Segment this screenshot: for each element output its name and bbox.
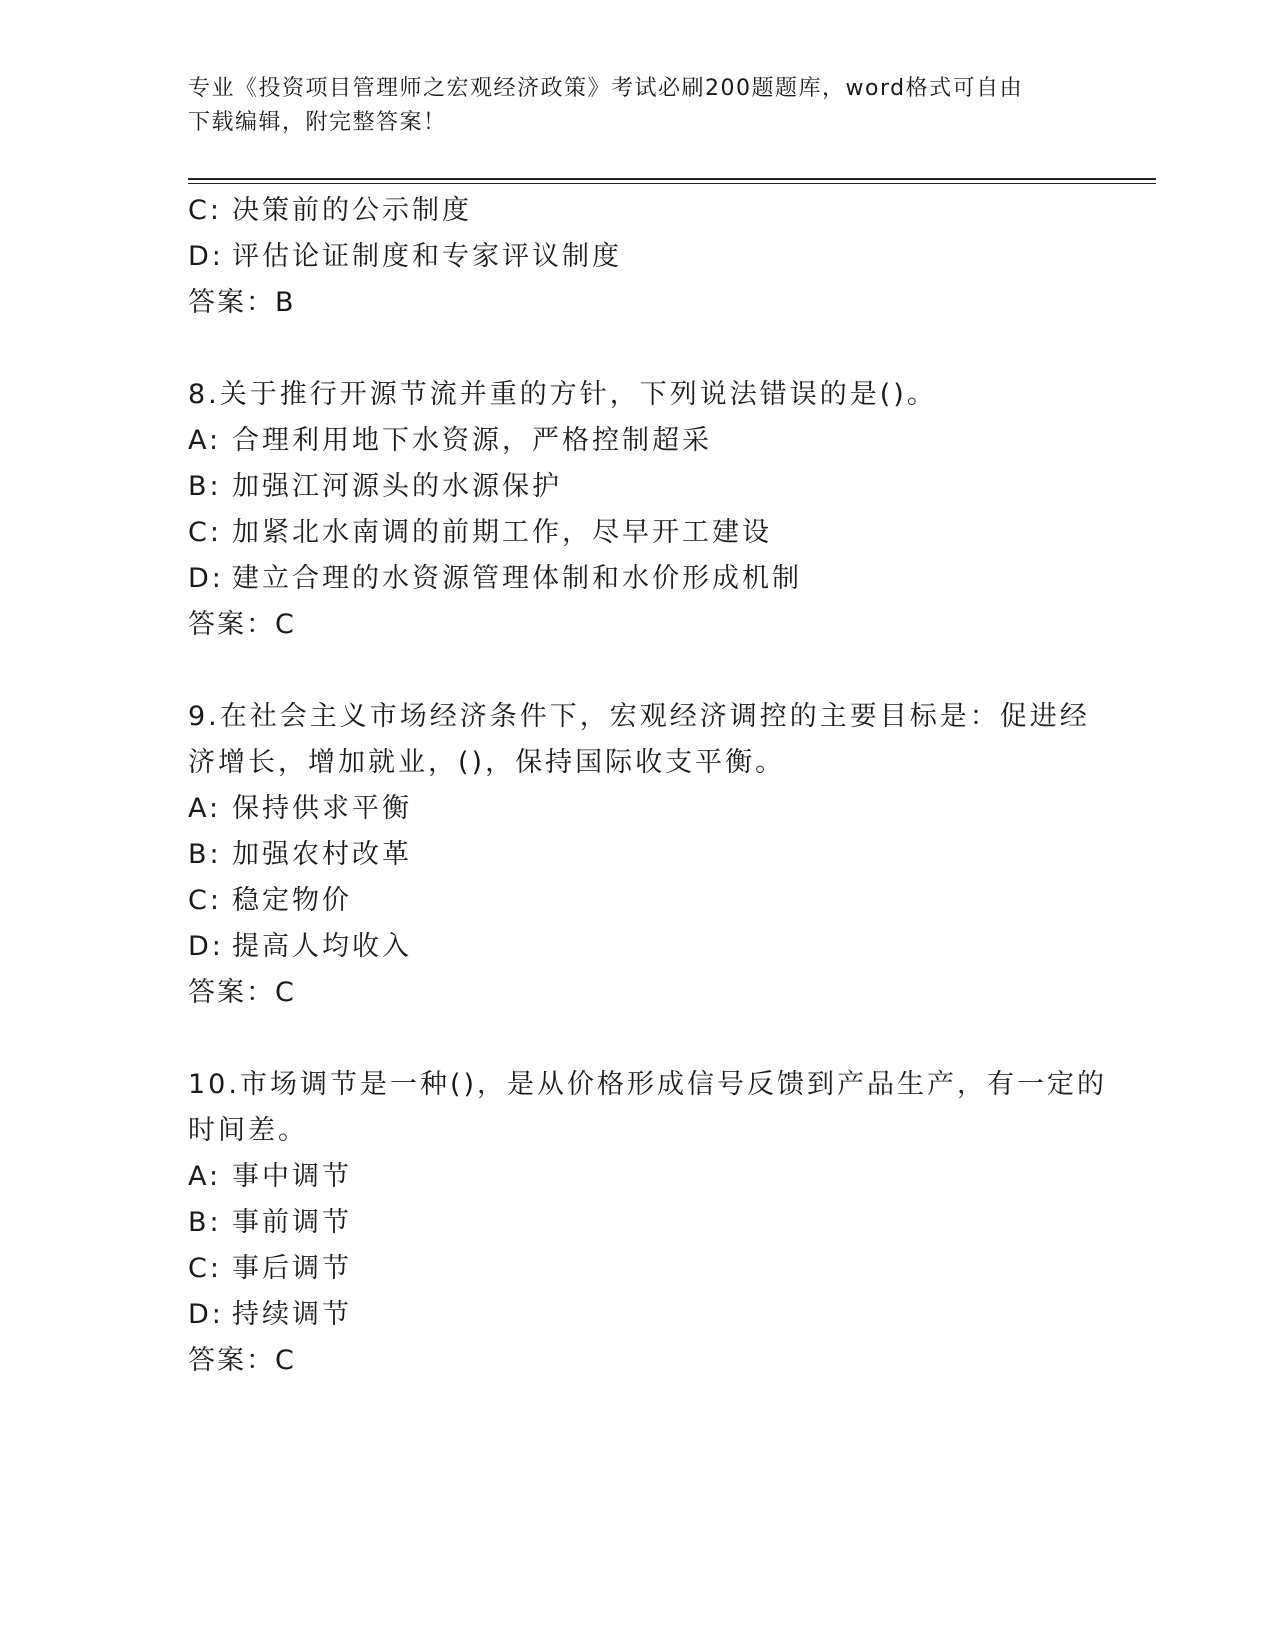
header-rule-thick [188, 178, 1156, 180]
question-9-block [188, 694, 1088, 1016]
option-d [188, 556, 1088, 602]
answer-line: 答案：C [188, 1345, 296, 1376]
option-letter: C: [188, 1253, 222, 1284]
option-text: 加强农村改革 [232, 839, 412, 870]
option-d [188, 924, 1088, 970]
option-d [188, 234, 1088, 280]
header-line-2: 下载编辑，附完整答案！ [188, 110, 447, 135]
option-b [188, 1200, 1088, 1246]
option-c [188, 1246, 1088, 1292]
question-text [188, 1062, 1108, 1154]
option-b [188, 464, 1088, 510]
option-text: 评估论证制度和专家评议制度 [232, 241, 622, 272]
prev-question-block [188, 188, 1088, 326]
option-text: 合理利用地下水资源，严格控制超采 [232, 425, 712, 456]
option-letter: C: [188, 517, 222, 548]
option-a [188, 1154, 1088, 1200]
option-letter: D: [188, 1299, 224, 1330]
question-text [188, 694, 1088, 786]
option-text: 建立合理的水资源管理体制和水价形成机制 [232, 563, 802, 594]
question-text-line: 时间差。 [188, 1115, 308, 1146]
document-header [188, 72, 1088, 140]
question-text-line: 9.在社会主义市场经济条件下，宏观经济调控的主要目标是：促进经 [188, 701, 1090, 732]
option-text: 稳定物价 [232, 885, 352, 916]
question-text-line: 10.市场调节是一种()，是从价格形成信号反馈到产品生产，有一定的 [188, 1069, 1108, 1100]
option-a [188, 786, 1088, 832]
option-text: 加强江河源头的水源保护 [232, 471, 562, 502]
option-text: 加紧北水南调的前期工作，尽早开工建设 [232, 517, 772, 548]
option-letter: B: [188, 1207, 222, 1238]
question-content [188, 188, 1108, 1430]
question-8-block [188, 372, 1088, 648]
answer-line: 答案：B [188, 287, 296, 318]
question-text [188, 372, 1088, 418]
option-text: 事中调节 [232, 1161, 352, 1192]
question-10-block [188, 1062, 1108, 1384]
option-text: 事前调节 [232, 1207, 352, 1238]
option-c [188, 510, 1088, 556]
option-letter: A: [188, 425, 222, 456]
option-text: 事后调节 [232, 1253, 352, 1284]
option-letter: A: [188, 1161, 222, 1192]
option-letter: D: [188, 241, 224, 272]
option-text: 提高人均收入 [232, 931, 412, 962]
option-c [188, 188, 1088, 234]
option-a [188, 418, 1088, 464]
option-d [188, 1292, 1088, 1338]
option-text: 决策前的公示制度 [232, 195, 472, 226]
option-letter: C: [188, 195, 222, 226]
answer-line: 答案：C [188, 977, 296, 1008]
option-text: 持续调节 [232, 1299, 352, 1330]
option-text: 保持供求平衡 [232, 793, 412, 824]
header-line-1: 专业《投资项目管理师之宏观经济政策》考试必刷200题题库，word格式可自由 [188, 76, 1024, 101]
header-rule-thin [188, 183, 1156, 184]
option-letter: D: [188, 931, 224, 962]
option-b [188, 832, 1088, 878]
option-letter: A: [188, 793, 222, 824]
option-letter: C: [188, 885, 222, 916]
option-letter: B: [188, 471, 222, 502]
question-text-line: 8.关于推行开源节流并重的方针，下列说法错误的是()。 [188, 379, 937, 410]
option-c [188, 878, 1088, 924]
option-letter: D: [188, 563, 224, 594]
question-text-line: 济增长，增加就业，()，保持国际收支平衡。 [188, 747, 786, 778]
answer-line: 答案：C [188, 609, 296, 640]
option-letter: B: [188, 839, 222, 870]
